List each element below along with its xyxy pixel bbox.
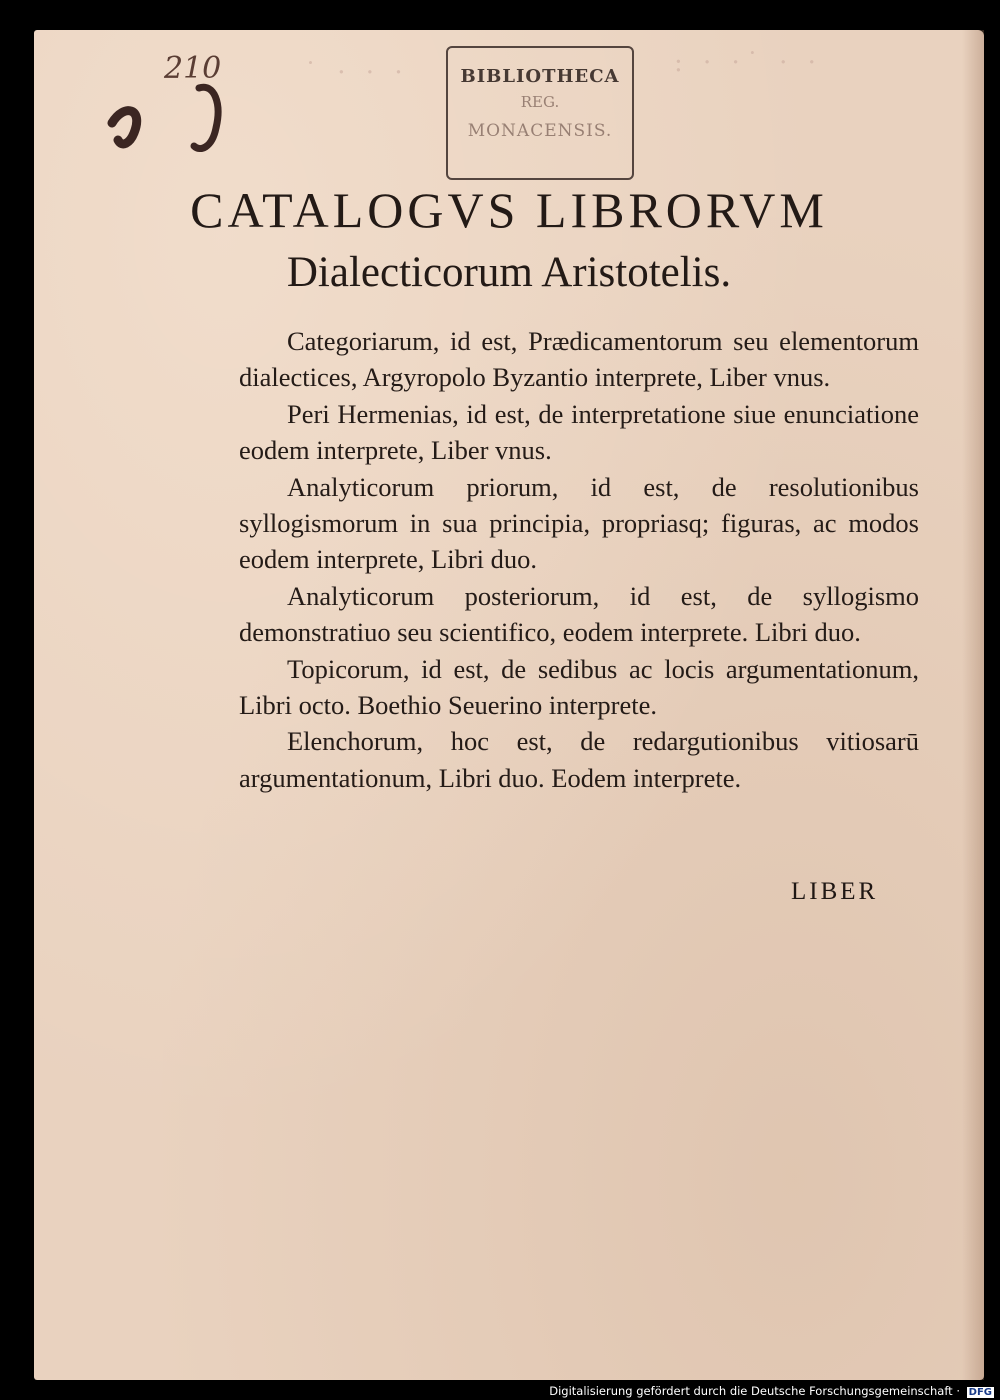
dfg-logo: DFG bbox=[968, 1387, 992, 1398]
page-title bbox=[34, 180, 984, 300]
catalog-entry-analytica-priora: Analyticorum priorum, id est, de resolutionibus syllogismorum in sua principia, propriasq; figuras, ac modos eodem interprete, Libri duo. bbox=[239, 471, 919, 575]
faded-pencil-note-right: : · ·˙ · · bbox=[674, 48, 822, 78]
handwritten-shelfmark bbox=[104, 48, 254, 158]
catalog-entry-peri-hermenias: Peri Hermenias, id est, de interpretatione siue enunciatione eodem interprete, Liber vnus. bbox=[239, 398, 919, 466]
digitization-credit: Digitalisierung gefördert durch die Deutsche Forschungsgemeinschaft · DFG bbox=[549, 1384, 992, 1398]
faded-pencil-note-left: ˙ · · · bbox=[304, 58, 409, 88]
catalog-entry-analytica-posteriora: Analyticorum posteriorum, id est, de syllogismo demonstratiuo seu scientifico, eodem interprete. Libri duo. bbox=[239, 580, 919, 648]
stamp-line-3: MONACENSIS. bbox=[467, 121, 613, 141]
stamp-line-2: REG. bbox=[520, 93, 560, 111]
library-stamp bbox=[446, 46, 634, 180]
catalog-list bbox=[239, 323, 919, 796]
catchword: LIBER bbox=[791, 878, 879, 905]
catalog-entry-topica: Topicorum, id est, de sedibus ac locis argumentationum, Libri octo. Boethio Seuerino interprete. bbox=[239, 653, 919, 721]
book-page bbox=[34, 30, 984, 1380]
shelfmark-number: 210 bbox=[164, 51, 222, 86]
credit-text: Digitalisierung gefördert durch die Deutsche Forschungsgemeinschaft bbox=[549, 1384, 953, 1398]
stamp-line-1: BIBLIOTHECA bbox=[460, 66, 620, 87]
catalog-entry-elenchi: Elenchorum, hoc est, de redargutionibus vitiosarū argumentationum, Libri duo. Eodem interprete. bbox=[239, 726, 919, 793]
title-line-2: Dialecticorum Aristotelis. bbox=[286, 249, 732, 296]
catalog-entry-categoriae: Categoriarum, id est, Prædicamentorum seu elementorum dialectices, Argyropolo Byzantio interprete, Liber vnus. bbox=[239, 326, 919, 393]
title-line-1: CATALOGVS LIBRORVM bbox=[190, 182, 828, 238]
